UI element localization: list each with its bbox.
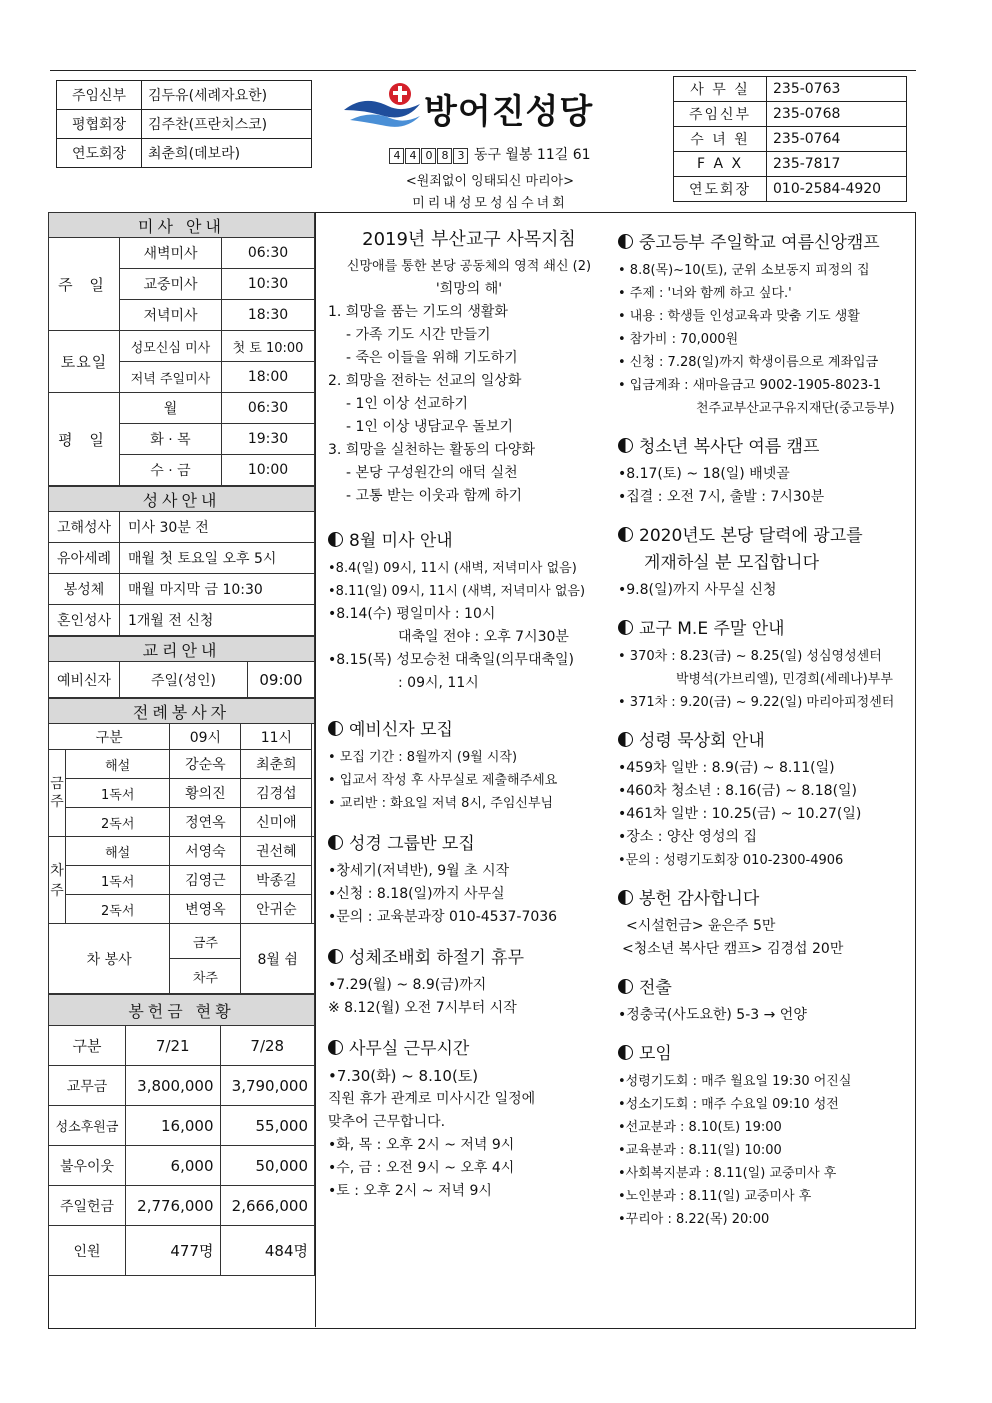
postcode-digit: 4 xyxy=(389,148,404,164)
staff-value: 김두유(세례자요한) xyxy=(142,81,312,110)
column-divider xyxy=(315,212,316,1327)
offering-value: 2,666,000 xyxy=(220,1186,315,1226)
doctrine-value: 주일(성인) xyxy=(120,662,248,698)
servers-head: 구분 xyxy=(49,724,170,750)
notice-line: •창세기(저녁반), 9월 초 시작 xyxy=(328,863,510,879)
notice-line: •문의 : 성령기도회장 010-2300-4906 xyxy=(618,853,844,868)
half-circle-icon xyxy=(618,979,633,994)
policy-line: - 가족 기도 시간 만들기 xyxy=(346,327,491,343)
sacrament-value: 1개월 전 신청 xyxy=(120,605,315,636)
notice-block xyxy=(328,530,610,695)
policy-line: - 1인 이상 선교하기 xyxy=(346,396,468,412)
notice-title-cont: 게재하실 분 모집합니다 xyxy=(644,553,820,573)
mass-time: 06:30 xyxy=(222,393,315,424)
mass-time: 19:30 xyxy=(222,424,315,455)
notice-line: 직원 휴가 관계로 미사시간 일정에 xyxy=(328,1091,536,1107)
mass-name: 월 xyxy=(120,393,222,424)
server-name: 권선혜 xyxy=(241,837,312,866)
car-this: 금주 xyxy=(170,924,241,959)
contact-value: 235-0763 xyxy=(767,77,907,102)
parish-name: 방어진성당 xyxy=(424,92,594,132)
notice-line: •성소기도회 : 매주 수요일 09:10 성전 xyxy=(618,1097,839,1112)
notice-line: ※ 8.12(월) 오전 7시부터 시작 xyxy=(328,1000,517,1016)
half-circle-icon xyxy=(618,527,633,542)
doctrine-title: 교리안내 xyxy=(49,637,315,662)
notice-line: • 주제 : '너와 함께 하고 싶다.' xyxy=(618,286,792,301)
wave-cross-icon xyxy=(340,80,424,130)
doctrine-key: 예비신자 xyxy=(49,662,120,698)
offering-head: 구분 xyxy=(49,1026,126,1066)
notice-line: 대축일 전야 : 오후 7시30분 xyxy=(398,629,569,645)
server-name: 박종길 xyxy=(241,866,312,895)
server-name: 최춘희 xyxy=(241,750,312,779)
half-circle-icon xyxy=(328,1040,343,1055)
postcode-digit: 4 xyxy=(405,148,420,164)
sacrament-key: 봉성체 xyxy=(49,574,120,605)
notice-title: 모임 xyxy=(639,1044,672,1064)
notice-line: • 370차 : 8.23(금) ~ 8.25(일) 성심영성센터 xyxy=(618,649,882,664)
notice-line: •선교분과 : 8.10(토) 19:00 xyxy=(618,1120,782,1135)
notice-block xyxy=(618,525,910,602)
sacrament-value: 매월 첫 토요일 오후 5시 xyxy=(120,543,315,574)
car-next: 차주 xyxy=(170,959,241,994)
mass-time: 18:30 xyxy=(222,300,315,331)
offering-value: 6,000 xyxy=(126,1146,221,1186)
policy-line: 1. 희망을 품는 기도의 생활화 xyxy=(328,304,508,320)
offering-key: 주일헌금 xyxy=(49,1186,126,1226)
half-circle-icon xyxy=(618,620,633,635)
address-text: 동구 월봉 11길 61 xyxy=(473,147,591,163)
server-name: 변영옥 xyxy=(170,895,241,924)
server-name: 정연옥 xyxy=(170,808,241,837)
policy-line: 2. 희망을 전하는 선교의 일상화 xyxy=(328,373,522,389)
notice-line: •8.4(일) 09시, 11시 (새벽, 저녁미사 없음) xyxy=(328,561,577,576)
sisters-org: 미리내성모성심수녀회 xyxy=(412,196,568,211)
postcode-digit: 8 xyxy=(437,148,452,164)
staff-table xyxy=(56,80,312,168)
role: 2독서 xyxy=(66,808,170,837)
sacrament-value: 매월 마지막 금 10:30 xyxy=(120,574,315,605)
notice-line: •화, 목 : 오후 2시 ~ 저녁 9시 xyxy=(328,1137,515,1153)
notice-block xyxy=(618,888,910,961)
staff-key: 연도회장 xyxy=(57,139,142,168)
sacrament-key: 고해성사 xyxy=(49,512,120,543)
notice-line: 박병석(가브리엘), 민경희(세레나)부부 xyxy=(676,672,893,687)
mass-title: 미사 안내 xyxy=(49,213,315,238)
middle-column xyxy=(328,228,610,1215)
doctrine-time: 09:00 xyxy=(248,662,315,698)
sacrament-title: 성사안내 xyxy=(49,487,315,512)
notice-line: •교육분과 : 8.11(일) 10:00 xyxy=(618,1143,782,1158)
car-note: 8월 쉼 xyxy=(241,924,315,994)
doctrine-table xyxy=(48,636,315,698)
notice-line: •7.29(월) ~ 8.9(금)까지 xyxy=(328,977,487,993)
offering-value: 16,000 xyxy=(126,1106,221,1146)
contact-key: 주임신부 xyxy=(674,102,767,127)
policy-line: - 본당 구성원간의 애덕 실천 xyxy=(346,465,518,481)
notice-line: • 입금계좌 : 새마을금고 9002-1905-8023-1 xyxy=(618,378,882,393)
half-circle-icon xyxy=(618,438,633,453)
mass-name: 화 · 목 xyxy=(120,424,222,455)
mass-table xyxy=(48,212,315,486)
notice-block xyxy=(618,436,910,509)
offering-key: 불우이웃 xyxy=(49,1146,126,1186)
offering-head: 7/28 xyxy=(220,1026,315,1066)
server-name: 강순옥 xyxy=(170,750,241,779)
notice-block xyxy=(618,730,910,872)
notice-title: 8월 미사 안내 xyxy=(349,531,453,551)
mass-time: 10:00 xyxy=(222,455,315,486)
offering-value: 477명 xyxy=(126,1226,221,1276)
staff-key: 주임신부 xyxy=(57,81,142,110)
servers-head: 09시 xyxy=(170,724,241,750)
notice-line: <시설헌금> 윤은주 5만 xyxy=(626,918,776,934)
notice-line: •9.8(일)까지 사무실 신청 xyxy=(618,582,777,598)
notice-line: • 입교서 작성 후 사무실로 제출해주세요 xyxy=(328,773,558,788)
role: 1독서 xyxy=(66,779,170,808)
contact-value: 235-7817 xyxy=(767,152,907,177)
contact-key: 연도회장 xyxy=(674,177,767,202)
notice-line: • 내용 : 학생들 인성교육과 맞춤 기도 생활 xyxy=(618,309,860,324)
notice-line: •8.14(수) 평일미사 : 10시 xyxy=(328,606,496,622)
notice-line: •집결 : 오전 7시, 출발 : 7시30분 xyxy=(618,489,825,505)
offering-key: 교무금 xyxy=(49,1066,126,1106)
half-circle-icon xyxy=(328,532,343,547)
notice-line: •8.11(일) 09시, 11시 (새벽, 저녁미사 없음) xyxy=(328,584,586,599)
notice-block xyxy=(328,833,610,929)
postcode-digit: 0 xyxy=(421,148,436,164)
notice-line: <청소년 복사단 캠프> 김경섭 20만 xyxy=(622,941,844,957)
policy-line: 3. 희망을 실천하는 활동의 다양화 xyxy=(328,442,535,458)
half-circle-icon xyxy=(618,234,633,249)
sunday-label: 주 일 xyxy=(49,238,120,331)
mass-time: 첫 토 10:00 xyxy=(222,331,315,362)
notice-line: •사회복지분과 : 8.11(일) 교중미사 후 xyxy=(618,1166,837,1181)
notice-title: 중고등부 주일학교 여름신앙캠프 xyxy=(639,233,880,253)
half-circle-icon xyxy=(328,835,343,850)
notice-title: 봉헌 감사합니다 xyxy=(639,889,760,909)
half-circle-icon xyxy=(618,732,633,747)
top-rule xyxy=(50,70,916,71)
notice-line: •459차 일반 : 8.9(금) ~ 8.11(일) xyxy=(618,760,835,776)
notice-line: 천주교부산교구유지재단(중고등부) xyxy=(696,401,895,416)
offering-value: 3,790,000 xyxy=(220,1066,315,1106)
offering-table xyxy=(48,994,315,1276)
server-name: 황의진 xyxy=(170,779,241,808)
mass-name: 새벽미사 xyxy=(120,238,222,269)
this-week-label: 금주 xyxy=(49,750,66,837)
notice-line: •토 : 오후 2시 ~ 저녁 9시 xyxy=(328,1183,492,1199)
policy-line: - 고통 받는 이웃과 함께 하기 xyxy=(346,488,523,504)
mass-time: 06:30 xyxy=(222,238,315,269)
postcode-digit: 3 xyxy=(453,148,468,164)
notice-line: 맞추어 근무합니다. xyxy=(328,1114,446,1130)
notice-line: •8.15(목) 성모승천 대축일(의무대축일) xyxy=(328,652,574,668)
notice-line: •신청 : 8.18(일)까지 사무실 xyxy=(328,886,505,902)
contact-key: 수 녀 원 xyxy=(674,127,767,152)
notice-block xyxy=(328,1038,610,1203)
staff-value: 김주찬(프란치스코) xyxy=(142,110,312,139)
servers-head: 11시 xyxy=(241,724,312,750)
parish-logo xyxy=(340,80,660,130)
server-name: 김경섭 xyxy=(241,779,312,808)
notice-line: • 모집 기간 : 8월까지 (9월 시작) xyxy=(328,750,518,765)
notice-line: •정충국(사도요한) 5-3 → 언양 xyxy=(618,1007,807,1023)
address xyxy=(340,144,640,164)
server-name: 서영숙 xyxy=(170,837,241,866)
notice-line: •8.17(토) ~ 18(일) 배넷골 xyxy=(618,466,790,482)
notice-title: 사무실 근무시간 xyxy=(349,1039,470,1059)
next-week-label: 차주 xyxy=(49,837,66,924)
half-circle-icon xyxy=(618,890,633,905)
mass-time: 10:30 xyxy=(222,269,315,300)
sacrament-value: 미사 30분 전 xyxy=(120,512,315,543)
mass-name: 성모신심 미사 xyxy=(120,331,222,362)
policy-sub: 신망애를 통한 본당 공동체의 영적 쇄신 (2) xyxy=(346,259,592,274)
contact-value: 235-0768 xyxy=(767,102,907,127)
car-label: 차 봉사 xyxy=(49,924,170,994)
mass-time: 18:00 xyxy=(222,362,315,393)
sacrament-table xyxy=(48,486,315,636)
offering-key: 성소후원금 xyxy=(49,1106,126,1146)
contact-value: 010-2584-4920 xyxy=(767,177,907,202)
role: 해설 xyxy=(66,750,170,779)
notice-line: •460차 청소년 : 8.16(금) ~ 8.18(일) xyxy=(618,783,858,799)
policy-line: - 1인 이상 냉담교우 돌보기 xyxy=(346,419,513,435)
sacrament-key: 유아세례 xyxy=(49,543,120,574)
contact-key: 사 무 실 xyxy=(674,77,767,102)
mass-name: 저녁미사 xyxy=(120,300,222,331)
notice-title: 청소년 복사단 여름 캠프 xyxy=(639,437,820,457)
notice-line: •7.30(화) ~ 8.10(토) xyxy=(328,1067,479,1085)
notice-title: 성경 그룹반 모집 xyxy=(349,834,475,854)
notice-block xyxy=(618,977,910,1027)
contact-table xyxy=(673,76,907,202)
notice-line: •꾸리아 : 8.22(목) 20:00 xyxy=(618,1212,770,1227)
notice-block xyxy=(618,232,910,420)
servers-table xyxy=(48,698,315,994)
notice-block xyxy=(618,1043,910,1231)
mass-name: 수 · 금 xyxy=(120,455,222,486)
policy-line: - 죽은 이들을 위해 기도하기 xyxy=(346,350,518,366)
saturday-label: 토요일 xyxy=(49,331,120,393)
offering-value: 3,800,000 xyxy=(126,1066,221,1106)
left-column xyxy=(48,212,315,1276)
offering-value: 55,000 xyxy=(220,1106,315,1146)
notice-line: •문의 : 교육분과장 010-4537-7036 xyxy=(328,909,558,925)
role: 2독서 xyxy=(66,895,170,924)
server-name: 김영근 xyxy=(170,866,241,895)
server-name: 신미애 xyxy=(241,808,312,837)
role: 1독서 xyxy=(66,866,170,895)
mass-name: 교중미사 xyxy=(120,269,222,300)
half-circle-icon xyxy=(618,1045,633,1060)
server-name: 안귀순 xyxy=(241,895,312,924)
right-column xyxy=(618,232,910,1243)
notice-block xyxy=(328,719,610,815)
offering-key: 인원 xyxy=(49,1226,126,1276)
role: 해설 xyxy=(66,837,170,866)
notice-line: • 참가비 : 70,000원 xyxy=(618,332,739,347)
policy-sub: '희망의 해' xyxy=(435,281,503,297)
offering-title: 봉헌금 현황 xyxy=(49,995,315,1026)
notice-block xyxy=(618,618,910,714)
notice-block xyxy=(328,947,610,1020)
notice-line: : 09시, 11시 xyxy=(398,675,479,691)
notice-line: •성령기도회 : 매주 월요일 19:30 어진실 xyxy=(618,1074,852,1089)
blank-cell xyxy=(312,724,315,837)
notice-title: 교구 M.E 주말 안내 xyxy=(639,619,785,639)
notice-line: •수, 금 : 오전 9시 ~ 오후 4시 xyxy=(328,1160,515,1176)
notice-line: • 신청 : 7.28(일)까지 학생이름으로 계좌입금 xyxy=(618,355,879,370)
notice-line: •장소 : 양산 영성의 집 xyxy=(618,829,757,845)
notice-line: • 교리반 : 화요일 저녁 8시, 주임신부님 xyxy=(328,796,554,811)
offering-value: 50,000 xyxy=(220,1146,315,1186)
motto: <원죄없이 잉태되신 마리아> xyxy=(405,174,575,189)
notice-title: 예비신자 모집 xyxy=(349,720,453,740)
notice-line: •461차 일반 : 10.25(금) ~ 10.27(일) xyxy=(618,806,862,822)
mass-name: 저녁 주일미사 xyxy=(120,362,222,393)
staff-key: 평협회장 xyxy=(57,110,142,139)
notice-line: • 371차 : 9.20(금) ~ 9.22(일) 마리아피정센터 xyxy=(618,695,895,710)
sacrament-key: 혼인성사 xyxy=(49,605,120,636)
weekday-label: 평 일 xyxy=(49,393,120,486)
half-circle-icon xyxy=(328,949,343,964)
blank-cell xyxy=(312,837,315,924)
notice-title: 2020년도 본당 달력에 광고를 xyxy=(639,526,863,546)
notice-title: 전출 xyxy=(639,978,672,998)
offering-value: 2,776,000 xyxy=(126,1186,221,1226)
notice-title: 성체조배회 하절기 휴무 xyxy=(349,948,525,968)
staff-value: 최춘희(데보라) xyxy=(142,139,312,168)
notice-line: • 8.8(목)~10(토), 군위 소보동지 피정의 집 xyxy=(618,263,870,278)
notice-line: •노인분과 : 8.11(일) 교중미사 후 xyxy=(618,1189,812,1204)
notice-title: 성령 묵상회 안내 xyxy=(639,731,765,751)
offering-head: 7/21 xyxy=(126,1026,221,1066)
half-circle-icon xyxy=(328,721,343,736)
contact-value: 235-0764 xyxy=(767,127,907,152)
policy-title: 2019년 부산교구 사목지침 xyxy=(362,229,576,250)
servers-title: 전례봉사자 xyxy=(49,699,315,724)
offering-value: 484명 xyxy=(220,1226,315,1276)
contact-key: F A X xyxy=(674,152,767,177)
